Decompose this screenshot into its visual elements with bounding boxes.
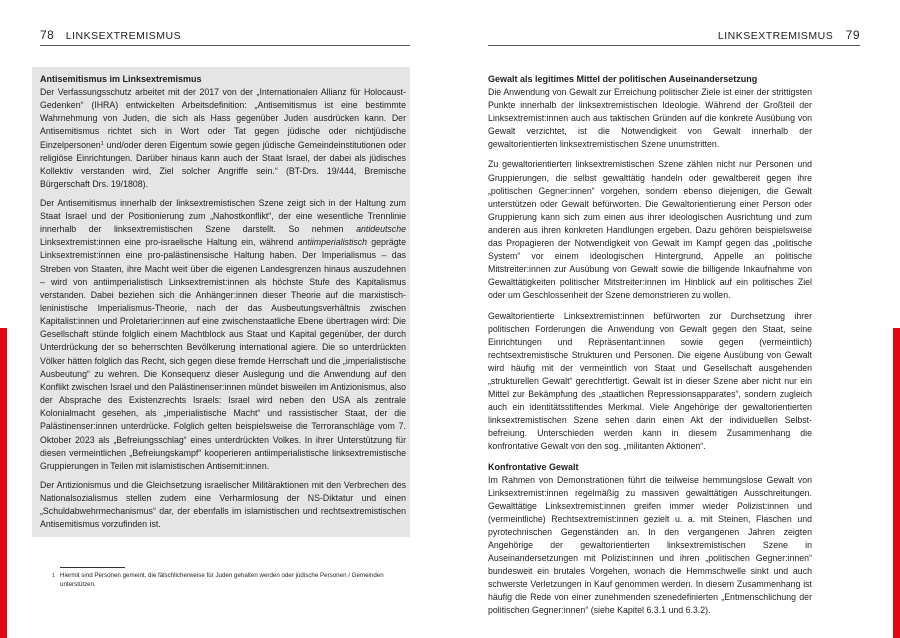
- page-number-right: 79: [845, 28, 860, 42]
- info-box: [40, 73, 406, 537]
- paragraph-text: Der Verfassungsschutz arbeitet mit der 2017 von der „Internationalen Allianz für Holocaust-Gedenken“ (IHRA) entwickelten Arbeitsdefinition: „Antisemitismus ist eine bestimmte Wahrnehmung von Juden, die sich als Hass gegenüber Juden ausdrücken kann. Der Antisemitismus richtet sich in Wort oder Tat gegen jüdische oder nichtjüdische Einzelpersonen: [40, 87, 406, 150]
- paragraph-text: Der Antisemitismus innerhalb der linksextremistischen Szene zeigt sich in der Haltung zum Staat Israel und der Positionierung zum „Nahostkonflikt“, der eine wesentliche Trennlinie innerhalb der linksextremistischen Szene darstellt. So nehmen: [40, 197, 406, 235]
- footnote: [52, 572, 410, 589]
- section-heading: Gewalt als legitimes Mittel der politischen Auseinandersetzung: [488, 74, 758, 84]
- left-running-header: [40, 28, 181, 42]
- info-box-heading: Antisemitismus im Linksextremismus: [40, 74, 202, 84]
- right-column: [488, 73, 812, 625]
- emphasis-text: antideutsche: [356, 224, 406, 235]
- section-heading: Konfrontative Gewalt: [488, 461, 579, 472]
- paragraph-text: Der Antizionismus und die Gleichsetzung israelischer Militäraktionen mit den Verbrechen des Nationalsozialismus stellen zudem eine Verharmlosung der NS-Diktatur und einen „Schuldabwehrmechanismus“ dar, der ebenfalls im islamistischen und rechtsextremistischen Antisemitismus vorzufinden ist.: [40, 479, 406, 529]
- paragraph: Die Anwendung von Gewalt zur Erreichung politischer Ziele ist einer der strittigsten Punkte innerhalb der linksextremistischen Ideologie. Während der Großteil der Linksextremist:innen auch aus taktischen Gründen auf die konkrete Ausübung von Gewalt verzichtet, ist die Notwendigkeit von Gewalt innerhalb der gewaltorientierten linksextremistischen Szene unumstritten.: [488, 87, 812, 150]
- red-margin-bar-right: [893, 328, 900, 638]
- header-rule-right: [488, 45, 860, 46]
- box-paragraph: [40, 479, 406, 532]
- emphasis-text: antiimperialistisch: [297, 237, 368, 248]
- footnote-mark: 1: [52, 573, 55, 579]
- paragraph: Gewaltorientierte Linksextremist:innen befürworten zur Durchsetzung ihrer politischen Forderungen die Anwendung von Gewalt gegen den Staat, seine Einrichtungen und Repräsentant:innen sowie gegen (vermeintlich) rechtsextremistische Strukturen und Personen. Die eigene Ausübung von Gewalt wird häufig mit der vermeintlich von Staat und Gesellschaft ausgehenden „strukturellen Gewalt“ gerechtfertigt. Gewalt ist in dieser Szene aber nicht nur ein Mittel zur Bekämpfung des „staatlichen Repressionsapparates“, sondern zugleich auch ein identitätsstiftendes Merkmal. Viele Angehörige der gewaltorientierten linksextremistischen Szene sehen darin einen Akt der individuellen Selbstbefreiung. Unterschieden werden kann in diesem Zusammenhang die konfrontative Gewalt von den sog. „militanten Aktionen“.: [488, 310, 812, 452]
- footnote-reference: 1: [100, 140, 104, 147]
- box-paragraph: [40, 86, 406, 191]
- box-paragraph: [40, 197, 406, 473]
- footnote-rule: [60, 567, 125, 568]
- footnote-text: Hiermit sind Personen gemeint, die fälschlicherweise für Juden gehalten werden oder jüdische Personen / Gemeinden unterstützen.: [60, 572, 384, 588]
- right-running-header: [718, 28, 860, 42]
- paragraph-text: und/oder deren Eigentum sowie gegen jüdische Gemeindeinstitutionen oder religiöse Einrichtungen. Darüber hinaus kann auch der Staat Israel, der dabei als jüdisches Kollektiv verstanden wird, Ziel solcher Angriffe sein.“ (BT-Drs. 19/444, Bremische Bürgerschaft Drs. 19/1808).: [40, 139, 406, 190]
- paragraph: Zu gewaltorientierten linksextremistischen Szene zählen nicht nur Personen und Gruppierungen, die selbst gewalttätig handeln oder gewaltbereit gegen ihre „politischen Gegner:innen“ vorgehen, sondern ebenso diejenigen, die Gewalt unterstützen oder Gewalt befürworten. Die Gewaltorientierung einer Person oder Gruppierung kann sich zum einen aus ihrer ideologischen Ausrichtung und zum anderen aus ihren konkreten Handlungen ergeben. Dazu gehören beispielsweise das Propagieren der Notwendigkeit von Gewalt im Kampf gegen das „politische System“ vor einem ideologischen Hintergrund, Appelle an politische Mitstreiter:innen zur Ausübung von Gewalt sowie die billigende Inkaufnahme von Gewalttätigkeiten politischer Mitstreiter:innen im Hinblick auf ein politisches Ziel oder um Geschlossenheit der Szene demonstrieren zu wollen.: [488, 159, 812, 301]
- header-rule-left: [40, 45, 410, 46]
- running-head-right: LINKSEXTREMISMUS: [717, 30, 834, 42]
- paragraph-text: Linksextremist:innen eine pro-israelische Haltung ein, während: [40, 237, 298, 248]
- red-margin-bar-left: [0, 328, 7, 638]
- page-number-left: 78: [40, 28, 55, 42]
- paragraph: Im Rahmen von Demonstrationen führt die teilweise hemmungslose Gewalt von Linksextremist:innen regelmäßig zu massiven gewalttätigen Ausschreitungen. Gewalttätige Linksextremist:innen greifen immer wieder Polizist:innen und (vermeintliche) Rechtsextremist:innen gezielt u. a. mit Steinen, Flaschen und pyrotechnischen Gegenständen an. In den vergangenen Jahren zeigten Angehörige der gewaltorientierten linksextremistischen Szene in Auseinandersetzungen mit Polizist:innen und ihren „politischen Gegner:innen“ bundesweit ein brutales Vorgehen, wonach die Hemmschwelle sinkt und auch schwerste Verletzungen in Kauf genommen werden. In diesem Zusammenhang ist häufig die Rede von einer zunehmenden szenedefinierten „Entmenschlichung der politischen Gegner:innen“ (siehe Kapitel 6.3.1 und 6.3.2).: [488, 474, 812, 616]
- running-head-left: LINKSEXTREMISMUS: [65, 30, 182, 42]
- info-box-body: [40, 86, 406, 531]
- paragraph-text: geprägte Linksextremist:innen eine pro-palästinensische Haltung haben. Der Imperialismus – das Streben von Staaten, ihre Macht weit über die eigenen Landesgrenzen hinaus auszudehnen – wird von antiimperialistisch Linksextremist:innen als höchste Stufe des Kapitalismus verstanden. Dabei beziehen sich die Anhänger:innen dieser Theorie auf die marxistisch-leninistische Imperialismus-Theorie, nach der das Ausbeutungsverhältnis zwischen Kapitalist:innen und Proletarier:innen auf eine zwischenstaatliche Ebene übertragen wird: Die Gesellschaft stünde folglich einem Machtblock aus Staat und Kapital gegenüber, der durch Unterdrückung der so beherrschten Bevölkerung international agiere. Die so unterdrückten Völker hätten folglich das Recht, sich gegen diese fremde Herrschaft und die „imperialistische Ausbeutung“ zu wehren. Die Konsequenz dieser Auslegung und die Anwendung auf den Konflikt zwischen Israel und den Palästinenser:innen mündet bisweilen im Antizionismus, also der Absprache des Existenzrechts Israels: Israel wird neben den USA als zentrale Kolonialmacht gesehen, als „imperialistische Macht“ und rassistischer Staat, der die Palästinenser:innen unterdrücke. Folglich gelten beispielsweise die Terroranschläge vom 7. Oktober 2023 als „Befreiungsschlag“ eines unterdrückten Volkes. In ihrer Unterstützung für diesen vermeintlichen „Befreiungskampf“ kooperieren antiimperialistische linksextremistische Gruppierungen in Teilen mit islamistischen Antisemit:innen.: [40, 237, 406, 471]
